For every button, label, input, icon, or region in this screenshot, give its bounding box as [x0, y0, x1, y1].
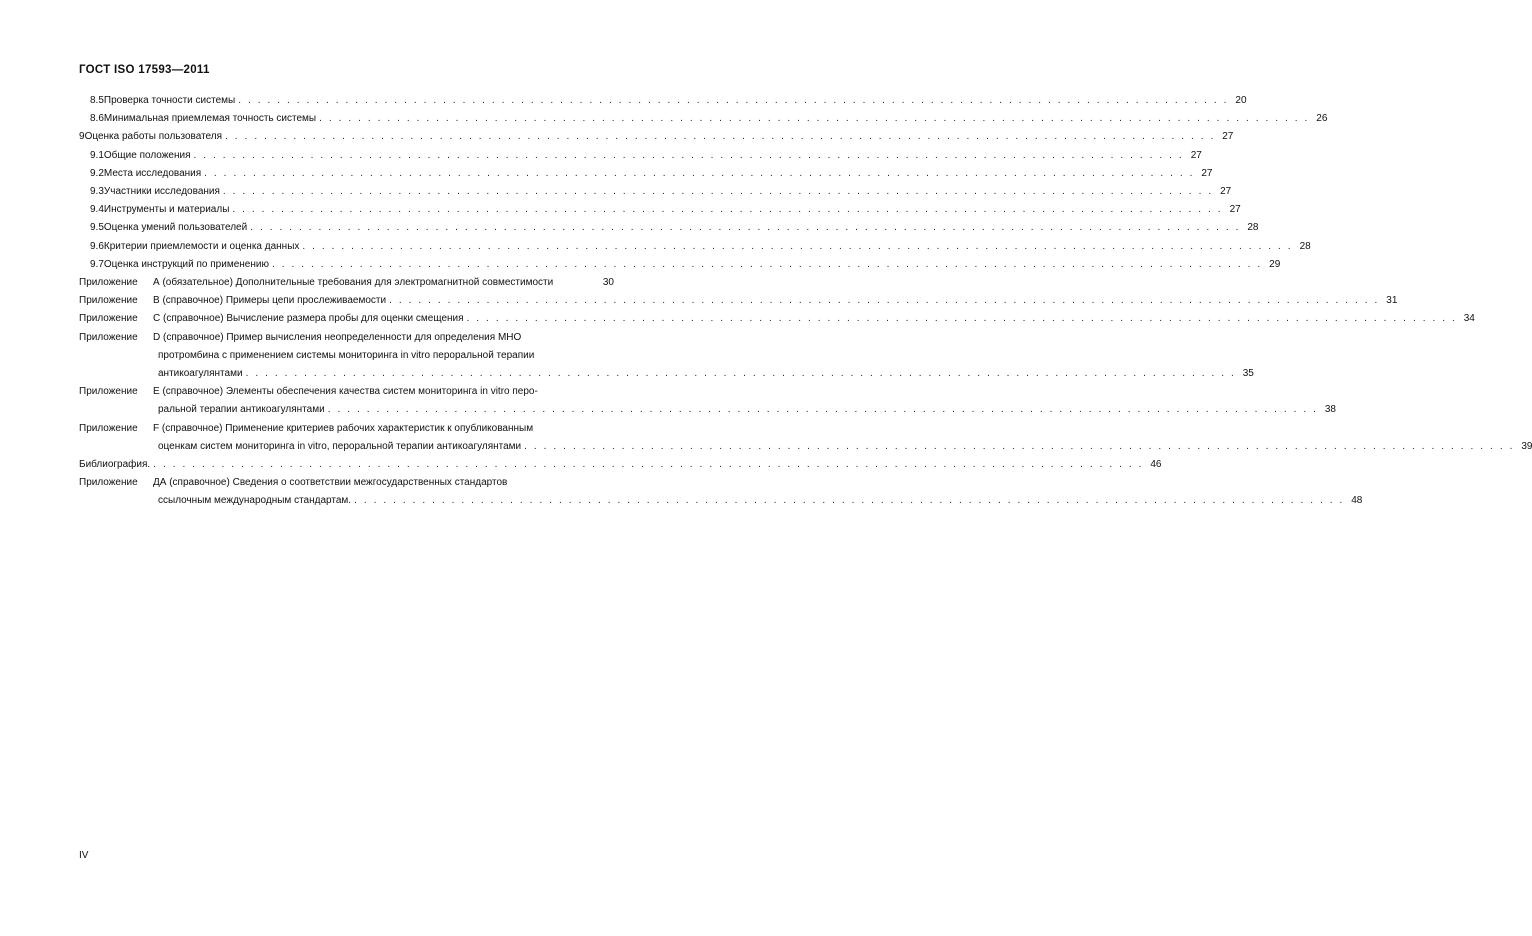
appendix-prefix: Приложение	[79, 477, 138, 489]
toc-entry-number: 9.5	[90, 222, 104, 234]
toc-entry	[79, 110, 1328, 128]
toc-entry-page: 27	[1190, 149, 1202, 161]
appendix-title-cont: ссылочным международным стандартам.	[158, 495, 352, 507]
toc-entry-page: 27	[1222, 131, 1234, 143]
appendix-title: F (справочное) Применение критериев рабочих характеристик к опубликованным	[153, 422, 534, 434]
toc-entry-page: 29	[1269, 258, 1281, 270]
toc-leader	[153, 456, 1143, 474]
toc-leader	[225, 128, 1215, 146]
toc-appendix-entry	[79, 420, 1532, 456]
toc-bibliography	[79, 456, 1162, 474]
toc-leader	[467, 310, 1457, 328]
toc-entry	[79, 147, 1202, 165]
toc-entry-page: 35	[1242, 368, 1254, 380]
toc-leader	[223, 183, 1213, 201]
appendix-title-cont: оценкам систем мониторинга in vitro, пероральной терапии антикоагулянтами	[158, 440, 522, 452]
bibliography-title: Библиография.	[79, 459, 151, 471]
toc-leader	[238, 92, 1228, 110]
toc-leader	[250, 219, 1240, 237]
toc-entry-page: 28	[1247, 222, 1259, 234]
appendix-title: А (обязательное) Дополнительные требования для электромагнитной совместимости	[153, 277, 554, 289]
appendix-prefix: Приложение	[79, 295, 138, 307]
document-header: ГОСТ ISO 17593—2011	[79, 64, 210, 76]
toc-leader	[319, 110, 1309, 128]
appendix-prefix: Приложение	[79, 313, 138, 325]
toc-entry-page: 20	[1235, 95, 1247, 106]
toc-entry	[79, 238, 1311, 256]
appendix-prefix: Приложение	[79, 331, 138, 343]
toc-appendix-entry	[79, 310, 1475, 328]
toc-leader	[272, 256, 1262, 274]
toc-entry-page: 26	[1316, 113, 1328, 125]
toc-leader	[389, 292, 1379, 310]
toc-leader	[302, 238, 1292, 256]
table-of-contents	[79, 92, 1532, 511]
toc-entry-page: 30	[602, 277, 614, 289]
page-number: IV	[79, 850, 89, 861]
toc-entry-number: 9.3	[90, 186, 104, 198]
toc-entry-page: 48	[1351, 495, 1363, 507]
toc-entry-page: 39	[1521, 440, 1532, 452]
toc-appendix-entry	[79, 292, 1398, 310]
toc-entry-page: 27	[1201, 167, 1213, 179]
toc-entry-title: Места исследования	[103, 167, 202, 179]
toc-entry-title: Оценка работы пользователя	[84, 131, 223, 143]
toc-entry-number: 9.4	[90, 204, 104, 216]
appendix-title: D (справочное) Пример вычисления неопределенности для определения МНО	[153, 331, 522, 343]
appendix-prefix: Приложение	[79, 386, 138, 398]
toc-entry-number: 8.5	[90, 95, 104, 106]
toc-leader	[354, 492, 1344, 510]
toc-entry-title: Критерии приемлемости и оценка данных	[103, 240, 300, 252]
appendix-prefix: Приложение	[79, 277, 138, 289]
toc-entry-number: 9.7	[90, 258, 104, 270]
appendix-title: С (справочное) Вычисление размера пробы для оценки смещения	[153, 313, 464, 325]
toc-leader	[246, 365, 1236, 383]
toc-entry-title: Инструменты и материалы	[103, 204, 230, 216]
toc-leader	[204, 165, 1194, 183]
appendix-title-cont: антикоагулянтами	[158, 368, 243, 380]
toc-entry-number: 9.6	[90, 240, 104, 252]
toc-appendix-entry	[79, 274, 614, 292]
appendix-title: Е (справочное) Элементы обеспечения качества систем мониторинга in vitro перо-	[153, 386, 538, 398]
toc-appendix-entry	[79, 474, 1363, 510]
toc-entry-page: 27	[1229, 204, 1241, 216]
toc-entry-title: Участники исследования	[103, 186, 220, 198]
toc-entry-page: 38	[1324, 404, 1336, 416]
appendix-prefix: Приложение	[79, 422, 138, 434]
toc-entry-page: 27	[1220, 186, 1232, 198]
toc-entry	[79, 92, 1247, 110]
toc-entry-page: 31	[1386, 295, 1398, 307]
toc-appendix-entry	[79, 329, 1254, 384]
toc-entry	[79, 256, 1281, 274]
appendix-title-cont: протромбина с применением системы мониторинга in vitro пероральной терапии	[158, 349, 535, 361]
toc-entry-number: 9.1	[90, 149, 104, 161]
toc-entry-page: 46	[1150, 459, 1162, 471]
toc-entry-page: 34	[1463, 313, 1475, 325]
toc-entry-page: 28	[1299, 240, 1311, 252]
toc-leader	[232, 201, 1222, 219]
appendix-title-cont: ральной терапии антикоагулянтами	[158, 404, 325, 416]
toc-entry	[79, 219, 1259, 237]
toc-entry	[79, 201, 1241, 219]
appendix-title: ДА (справочное) Сведения о соответствии межгосударственных стандартов	[153, 477, 508, 489]
toc-appendix-entry	[79, 383, 1336, 419]
toc-entry-number: 8.6	[90, 113, 104, 125]
toc-entry	[79, 165, 1213, 183]
toc-entry-number: 9	[79, 131, 85, 143]
toc-entry	[79, 128, 1234, 146]
toc-leader	[194, 147, 1184, 165]
toc-entry	[79, 183, 1232, 201]
toc-entry-title: Проверка точности системы	[103, 95, 236, 106]
toc-entry-title: Оценка умений пользователей	[103, 222, 248, 234]
toc-entry-title: Оценка инструкций по применению	[103, 258, 269, 270]
toc-entry-title: Общие положения	[103, 149, 191, 161]
appendix-title: В (справочное) Примеры цепи прослеживаемости	[153, 295, 387, 307]
toc-entry-number: 9.2	[90, 167, 104, 179]
toc-leader	[328, 401, 1318, 419]
toc-leader	[524, 438, 1514, 456]
toc-entry-title: Минимальная приемлемая точность системы	[103, 113, 317, 125]
